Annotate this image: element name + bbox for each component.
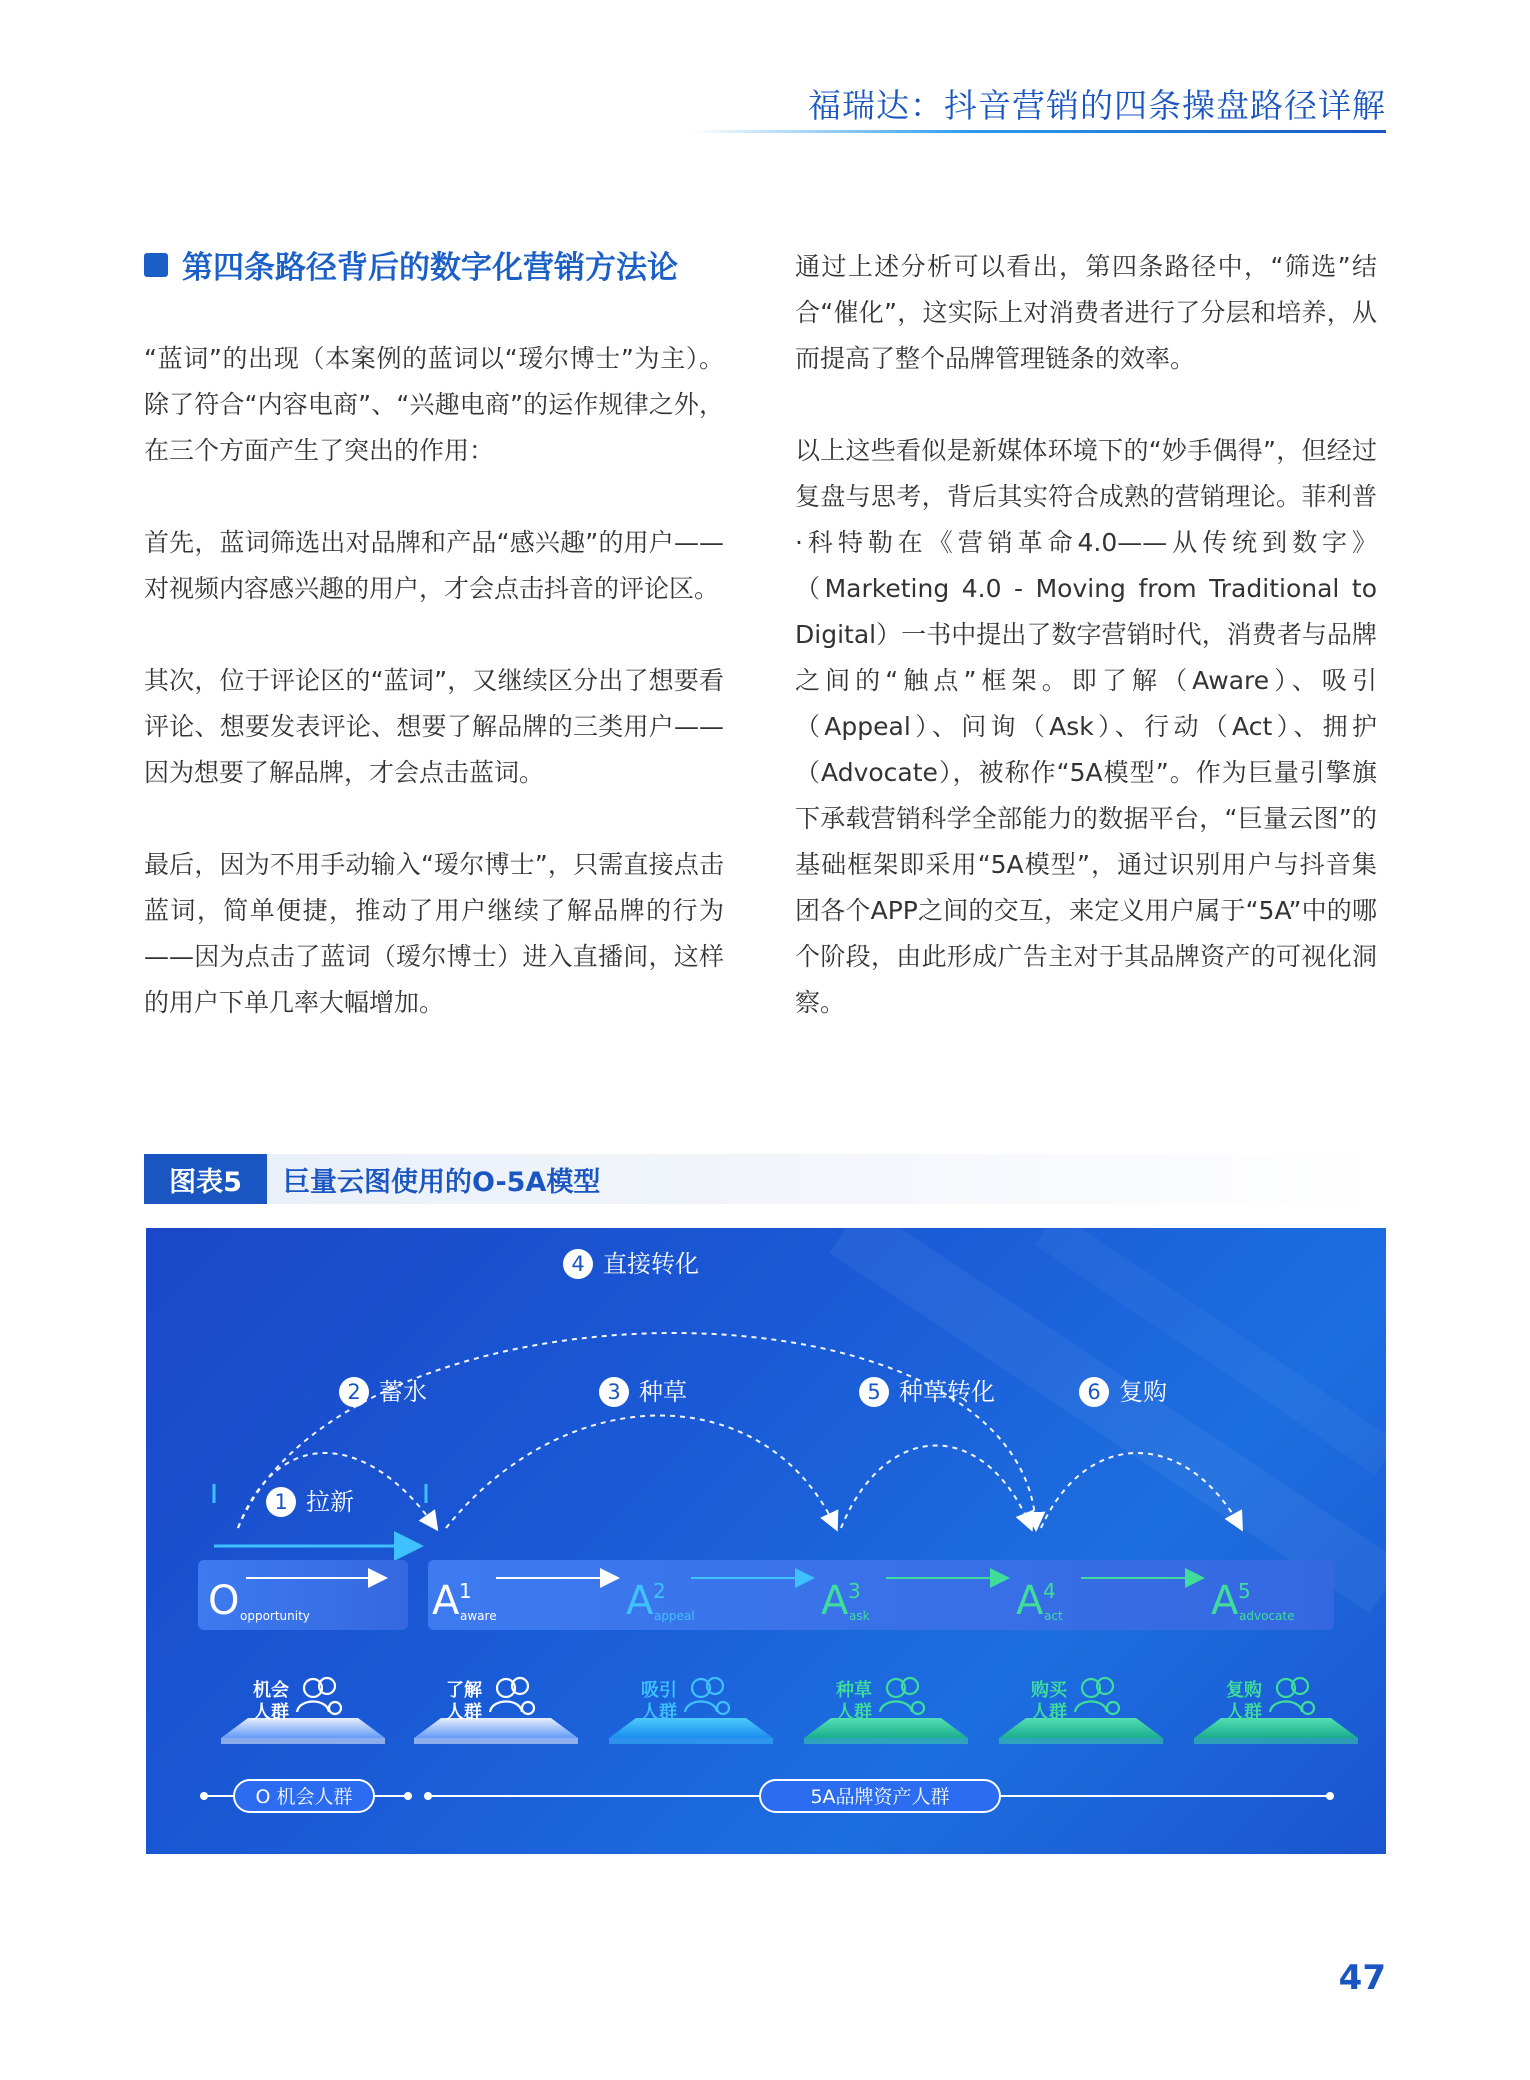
audience-group bbox=[999, 1678, 1163, 1744]
stage-word: opportunity bbox=[240, 1609, 310, 1623]
group-label-line1: 吸引 bbox=[641, 1680, 677, 1701]
header-divider bbox=[690, 130, 1386, 133]
path-label: 直接转化 bbox=[603, 1250, 699, 1278]
users-icon bbox=[1270, 1678, 1314, 1714]
stage-word: act bbox=[1044, 1609, 1063, 1623]
users-icon bbox=[880, 1678, 924, 1714]
path-number: 3 bbox=[607, 1380, 621, 1404]
group-label-line2: 人群 bbox=[836, 1702, 872, 1723]
users-icon bbox=[297, 1678, 341, 1714]
users-icon bbox=[490, 1678, 534, 1714]
stage-subscript: 4 bbox=[1043, 1579, 1056, 1603]
group-platform bbox=[1194, 1718, 1358, 1738]
path-label: 种草 bbox=[639, 1378, 687, 1406]
users-icon bbox=[685, 1678, 729, 1714]
section-heading-text: 第四条路径背后的数字化营销方法论 bbox=[182, 250, 678, 286]
group-platform bbox=[414, 1718, 578, 1738]
stage-letter: A bbox=[821, 1578, 849, 1624]
audience-group bbox=[221, 1678, 385, 1744]
path-number: 6 bbox=[1087, 1380, 1101, 1404]
group-platform bbox=[609, 1718, 773, 1738]
path-badge bbox=[339, 1377, 427, 1407]
stage-subscript: 3 bbox=[848, 1579, 861, 1603]
arc-seeding bbox=[446, 1416, 836, 1529]
audience-group bbox=[609, 1678, 773, 1744]
group-label-line1: 复购 bbox=[1226, 1680, 1262, 1701]
path-label: 种草转化 bbox=[899, 1378, 995, 1406]
a-group-label: 5A品牌资产人群 bbox=[810, 1786, 950, 1808]
path-label: 拉新 bbox=[306, 1488, 354, 1516]
running-header: 福瑞达：抖音营销的四条操盘路径详解 bbox=[808, 86, 1386, 125]
path-badge bbox=[1079, 1377, 1167, 1407]
stage-word: advocate bbox=[1239, 1609, 1295, 1623]
group-label-line1: 了解 bbox=[446, 1680, 482, 1701]
stage-letter: A bbox=[1016, 1578, 1044, 1624]
a-stage-bar bbox=[428, 1560, 1334, 1630]
stage-subscript: 1 bbox=[459, 1579, 472, 1603]
path-badge bbox=[599, 1377, 687, 1407]
path-number: 2 bbox=[347, 1380, 361, 1404]
arc-seeding-conversion bbox=[841, 1446, 1031, 1529]
o-group-label: O 机会人群 bbox=[255, 1786, 353, 1808]
stage-letter: A bbox=[432, 1578, 460, 1624]
stage-subscript: 5 bbox=[1238, 1579, 1251, 1603]
paragraph: 最后，因为不用手动输入“瑷尔博士”，只需直接点击蓝词，简单便捷，推动了用户继续了解品牌的行为——因为点击了蓝词（瑷尔博士）进入直播间，这样的用户下单几率大幅增加。 bbox=[144, 850, 724, 1017]
figure-header bbox=[144, 1154, 1386, 1204]
audience-group bbox=[414, 1678, 578, 1744]
path-badge bbox=[563, 1249, 699, 1279]
stage-word: ask bbox=[849, 1609, 870, 1623]
group-label-line2: 人群 bbox=[1031, 1702, 1067, 1723]
stage-word: appeal bbox=[654, 1609, 695, 1623]
audience-group bbox=[1194, 1678, 1358, 1744]
group-label-line2: 人群 bbox=[641, 1702, 677, 1723]
arc-direct-conversion bbox=[238, 1333, 1036, 1528]
group-platform bbox=[999, 1718, 1163, 1738]
stage-subscript: 2 bbox=[653, 1579, 666, 1603]
stage-letter: A bbox=[626, 1578, 654, 1624]
stage-letter: O bbox=[208, 1578, 240, 1624]
group-platform bbox=[804, 1718, 968, 1738]
audience-group bbox=[804, 1678, 968, 1744]
right-column bbox=[795, 244, 1377, 1072]
path-badge bbox=[859, 1377, 995, 1407]
path-number: 4 bbox=[571, 1252, 585, 1276]
paragraph: 通过上述分析可以看出，第四条路径中，“筛选”结合“催化”，这实际上对消费者进行了分层和培养，从而提高了整个品牌管理链条的效率。 bbox=[795, 252, 1377, 373]
path-badge bbox=[266, 1487, 354, 1517]
left-column bbox=[144, 336, 724, 1072]
group-label-line1: 购买 bbox=[1031, 1680, 1067, 1701]
path-number: 5 bbox=[867, 1380, 881, 1404]
group-label-line1: 机会 bbox=[253, 1680, 289, 1701]
group-label-line1: 种草 bbox=[836, 1680, 872, 1701]
path-label: 复购 bbox=[1119, 1378, 1167, 1406]
group-label-line2: 人群 bbox=[446, 1702, 482, 1723]
figure-label: 图表5 bbox=[144, 1154, 267, 1204]
o5a-diagram bbox=[146, 1228, 1386, 1854]
users-icon bbox=[1075, 1678, 1119, 1714]
o5a-diagram-svg bbox=[146, 1228, 1386, 1854]
group-platform bbox=[221, 1718, 385, 1738]
figure-title: 巨量云图使用的O-5A模型 bbox=[283, 1166, 601, 1198]
stage-word: aware bbox=[460, 1609, 497, 1623]
paragraph: “蓝词”的出现（本案例的蓝词以“瑷尔博士”为主）。除了符合“内容电商”、“兴趣电商”的运作规律之外，在三个方面产生了突出的作用： bbox=[144, 344, 724, 465]
paragraph: 其次，位于评论区的“蓝词”，又继续区分出了想要看评论、想要发表评论、想要了解品牌的三类用户——因为想要了解品牌，才会点击蓝词。 bbox=[144, 666, 724, 787]
path-label: 蓄水 bbox=[379, 1378, 427, 1406]
group-label-line2: 人群 bbox=[1226, 1702, 1262, 1723]
stage-letter: A bbox=[1211, 1578, 1239, 1624]
heading-square-icon bbox=[144, 253, 168, 277]
path-number: 1 bbox=[274, 1490, 288, 1514]
group-label-line2: 人群 bbox=[253, 1702, 289, 1723]
section-heading bbox=[144, 242, 678, 287]
paragraph: 以上这些看似是新媒体环境下的“妙手偶得”，但经过复盘与思考，背后其实符合成熟的营销理论。菲利普·科特勒在《营销革命4.0——从传统到数字》（Marketing 4.0 - Moving from Traditional to Digital）一书中提出了数字营销时代，消费者与品牌之间的“触点”框架。即了解（Aware）、吸引（Appeal）、问询（Ask）、行动（Act）、拥护（Advocate），被称作“5A模型”。作为巨量引擎旗下承载营销科学全部能力的数据平台，“巨量云图”的基础框架即采用“5A模型”，通过识别用户与抖音集团各个APP之间的交互，来定义用户属于“5A”中的哪个阶段，由此形成广告主对于其品牌资产的可视化洞察。 bbox=[795, 436, 1377, 1017]
page-number: 47 bbox=[1338, 1958, 1386, 1998]
paragraph: 首先，蓝词筛选出对品牌和产品“感兴趣”的用户——对视频内容感兴趣的用户，才会点击抖音的评论区。 bbox=[144, 528, 724, 603]
